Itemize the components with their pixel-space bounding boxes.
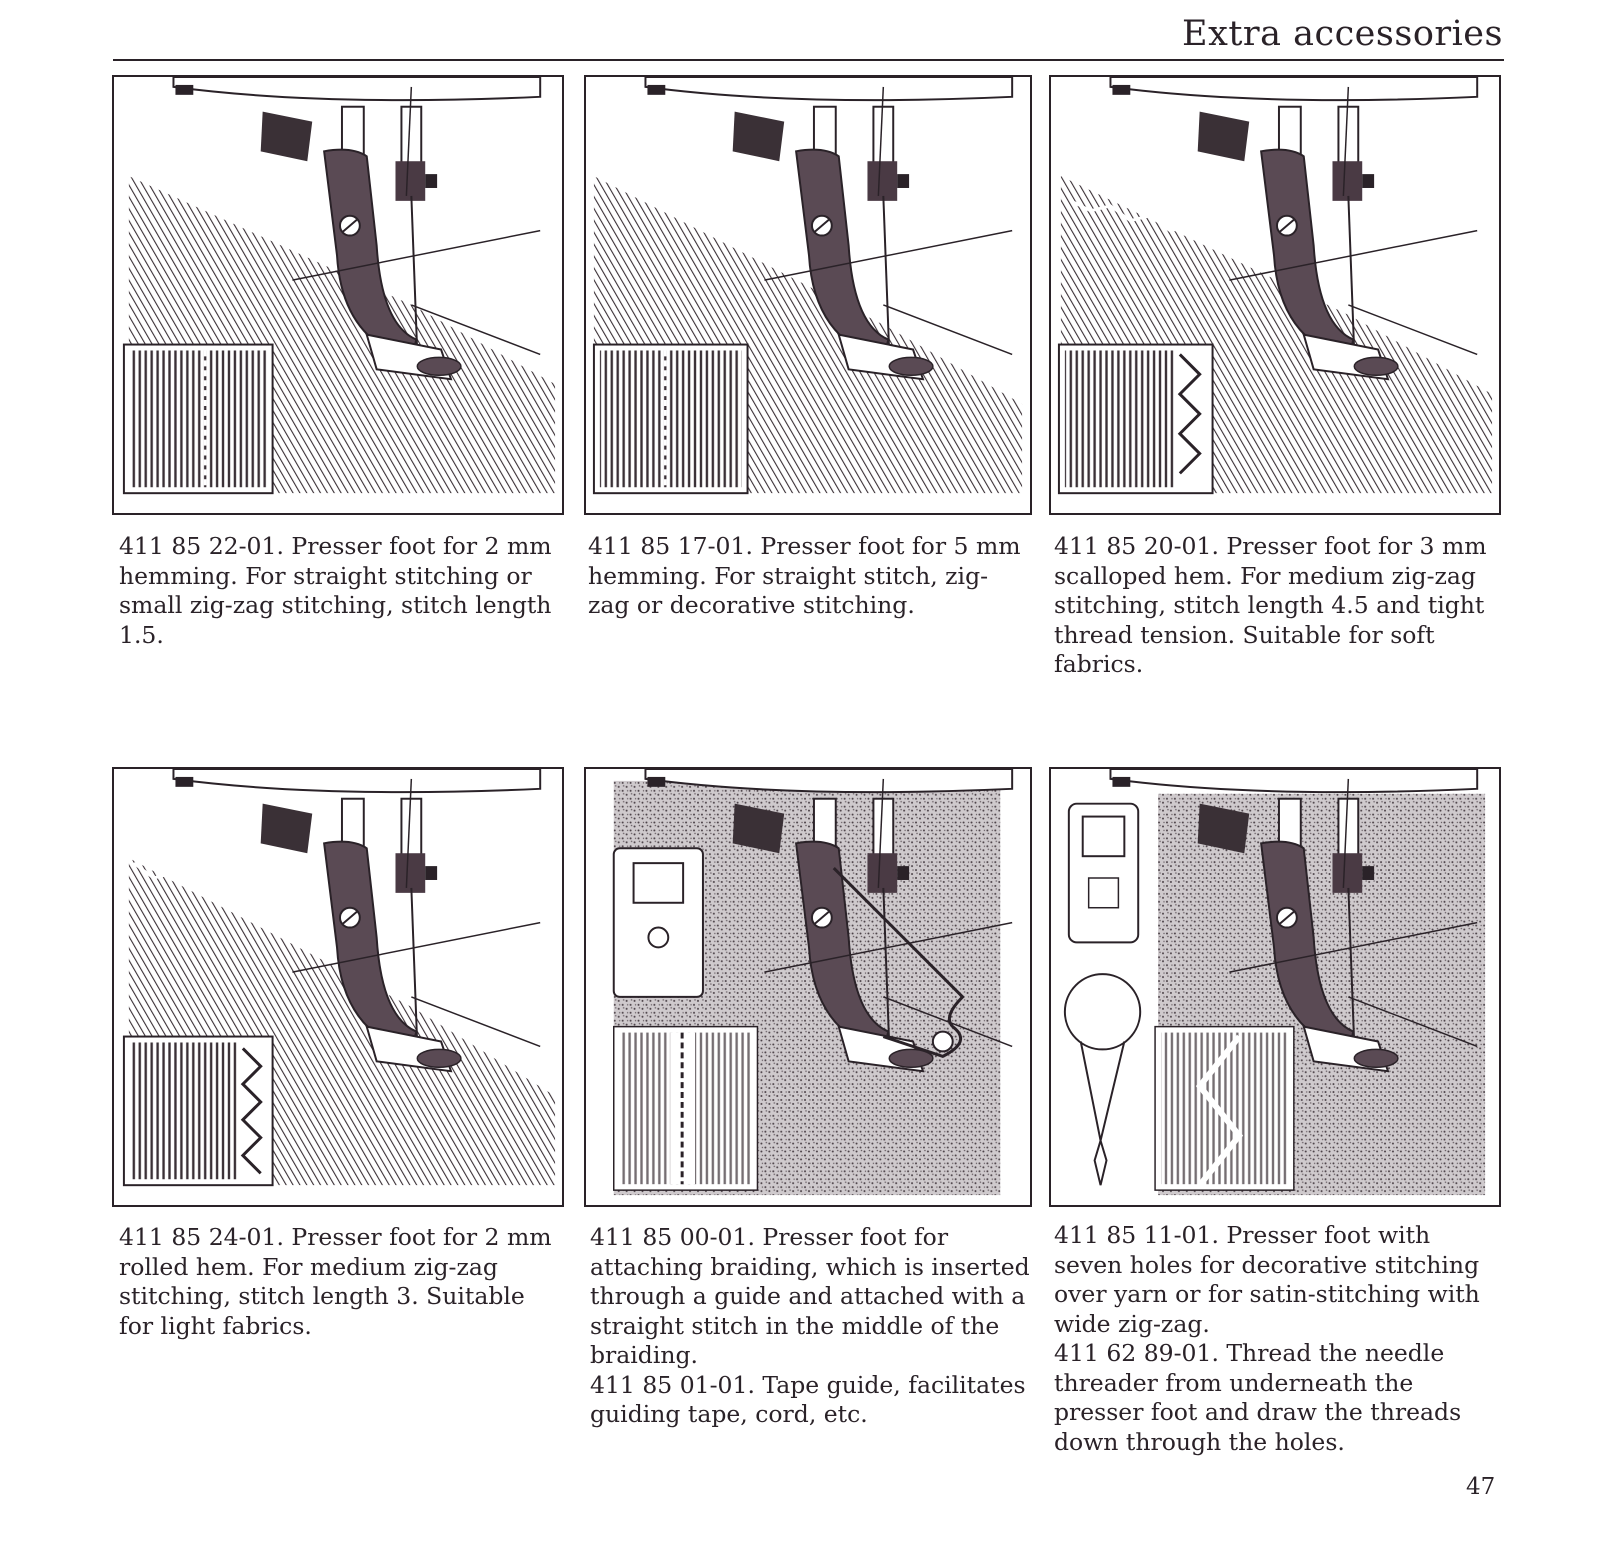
caption-hemming-5mm [588, 532, 1028, 621]
caption-text: 411 85 22-01. Presser foot for 2 mm hemming. For straight stitching or small zig-zag stitching, stitch length 1.5. [119, 532, 552, 649]
page-number: 47 [1466, 1474, 1496, 1500]
caption-text: 411 85 11-01. Presser foot with seven holes for decorative stitching over yarn or for satin-stitching with wide zig-zag. [1054, 1221, 1480, 1338]
caption-scalloped-hem [1054, 532, 1494, 680]
caption-text: 411 85 00-01. Presser foot for attaching braiding, which is inserted through a guide and attached with a straight stitch in the middle of the braiding. [590, 1223, 1030, 1369]
illustration-scalloped-hem [1049, 75, 1501, 515]
caption-seven-hole-foot [1054, 1221, 1494, 1457]
caption-text: 411 85 24-01. Presser foot for 2 mm rolled hem. For medium zig-zag stitching, stitch length 3. Suitable for light fabrics. [119, 1223, 552, 1340]
illustration-rolled-hem [112, 767, 564, 1207]
header-rule [113, 59, 1504, 61]
illustration-seven-hole-foot [1049, 767, 1501, 1207]
caption-rolled-hem [119, 1223, 559, 1341]
caption-hemming-2mm [119, 532, 559, 650]
page-title: Extra accessories [1182, 14, 1503, 54]
caption-text-2: 411 62 89-01. Thread the needle threader from underneath the presser foot and draw the threads down through the holes. [1054, 1339, 1462, 1456]
illustration-hemming-2mm [112, 75, 564, 515]
caption-text: 411 85 20-01. Presser foot for 3 mm scalloped hem. For medium zig-zag stitching, stitch length 4.5 and tight thread tension. Suitable for soft fabrics. [1054, 532, 1487, 678]
illustration-hemming-5mm [584, 75, 1032, 515]
caption-text-2: 411 85 01-01. Tape guide, facilitates guiding tape, cord, etc. [590, 1370, 1026, 1428]
illustration-braiding-foot [584, 767, 1032, 1207]
caption-braiding-foot [590, 1223, 1030, 1430]
caption-text: 411 85 17-01. Presser foot for 5 mm hemming. For straight stitch, zig-zag or decorative stitching. [588, 532, 1021, 619]
